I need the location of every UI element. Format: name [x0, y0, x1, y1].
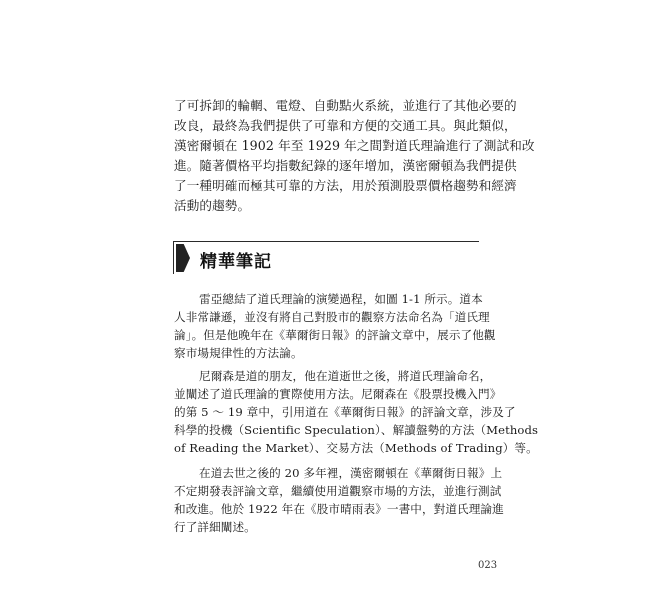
text-line: of Reading the Market）、交易方法（Methods of Trading）等。: [174, 441, 538, 455]
text-line: 並闡述了道氏理論的實際使用方法。尼爾森在《股票投機入門》: [174, 387, 502, 401]
page-number: 023: [478, 560, 498, 571]
text-line: 科學的投機（Scientific Speculation）、解讀盤勢的方法（Methods: [174, 423, 539, 437]
text-line: 了可拆卸的輪輞、電燈、自動點火系統，並進行了其他必要的: [174, 98, 517, 113]
text-line: 在道去世之後的 20 多年裡，漢密爾頓在《華爾街日報》上: [199, 466, 503, 480]
text-line: 漢密爾頓在 1902 年至 1929 年之間對道氏理論進行了測試和改: [174, 138, 535, 153]
text-line: 不定期發表評論文章，繼續使用道觀察市場的方法，並進行測試: [174, 484, 502, 498]
heading-rule: [173, 241, 479, 242]
text-line: 人非常謙遜，並沒有將自己對股市的觀察方法命名為「道氏理: [174, 310, 490, 324]
section-heading-box: [173, 241, 479, 274]
section-title: 精華筆記: [200, 252, 272, 272]
text-line: 尼爾森是道的朋友，他在道逝世之後，將道氏理論命名，: [199, 369, 492, 383]
text-line: 改良，最終為我們提供了可靠和方便的交通工具。與此類似，: [174, 118, 517, 133]
text-line: 論」。但是他晚年在《華爾街日報》的評論文章中，展示了他觀: [174, 328, 496, 342]
heading-left-bar: [173, 241, 174, 274]
text-line: 活動的趨勢。: [174, 198, 251, 213]
text-line: 的第 5 ～ 19 章中，引用道在《華爾街日報》的評論文章，涉及了: [174, 405, 516, 419]
text-line: 雷亞總結了道氏理論的演變過程，如圖 1-1 所示。道本: [199, 292, 483, 306]
text-line: 了一種明確而極其可靠的方法，用於預測股票價格趨勢和經濟: [174, 178, 517, 193]
arrow-marker-icon: [176, 244, 190, 272]
text-line: 和改進。他於 1922 年在《股市晴雨表》一書中，對道氏理論進: [174, 502, 504, 516]
text-line: 察市場規律性的方法論。: [174, 346, 303, 360]
text-line: 行了詳細闡述。: [174, 520, 256, 534]
text-line: 進。隨著價格平均指數紀錄的逐年增加，漢密爾頓為我們提供: [174, 158, 517, 173]
